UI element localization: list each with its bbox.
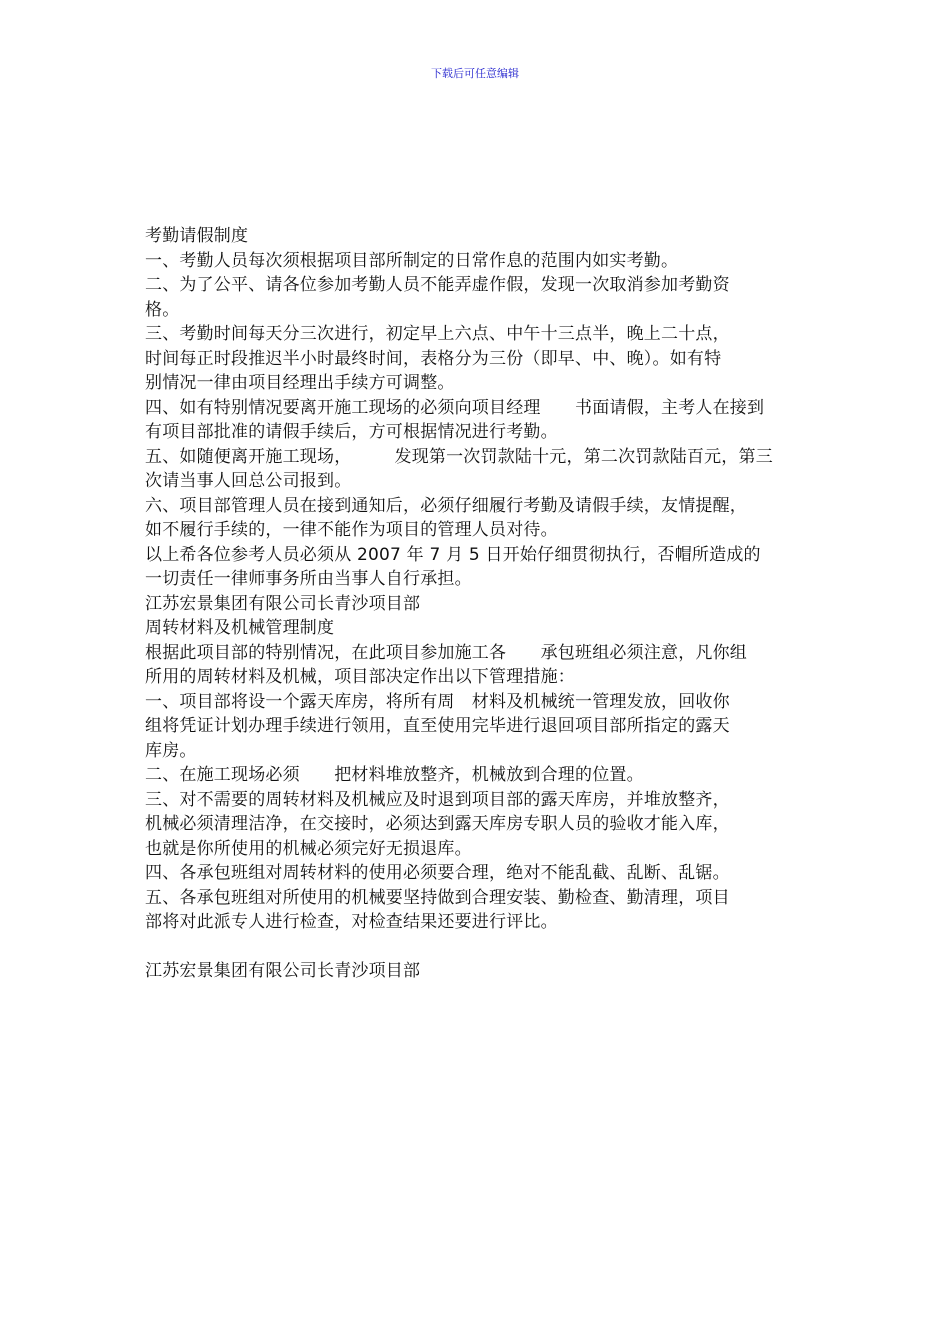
- text-line: 五、如随便离开施工现场， 发现第一次罚款陆十元，第二次罚款陆百元，第三: [145, 446, 773, 467]
- text-line: 有项目部批准的请假手续后，方可根据情况进行考勤。: [145, 422, 558, 442]
- text-line: 一、项目部将设一个露天库房，将所有周 材料及机械统一管理发放，回收你: [145, 691, 730, 712]
- text-line: 四、如有特别情况要离开施工现场的必须向项目经理 书面请假，主考人在接到: [145, 397, 765, 418]
- text-line: 三、考勤时间每天分三次进行，初定早上六点、中午十三点半，晚上二十点，: [145, 324, 730, 344]
- doc-title-attendance: 考勤请假制度: [145, 226, 249, 246]
- document-body: [145, 224, 817, 984]
- text-line: 二、在施工现场必须 把材料堆放整齐，机械放到合理的位置。: [145, 765, 644, 785]
- text-line: 所用的周转材料及机械，项目部决定作出以下管理措施：: [145, 667, 575, 687]
- text-line: 四、各承包班组对周转材料的使用必须要合理，绝对不能乱截、乱断、乱锯。: [145, 863, 730, 883]
- text-line: 机械必须清理洁净，在交接时，必须达到露天库房专职人员的验收才能入库，: [145, 814, 730, 834]
- signature-line: 江苏宏景集团有限公司长青沙项目部: [145, 961, 421, 981]
- signature-line: 江苏宏景集团有限公司长青沙项目部: [145, 593, 421, 614]
- text-line: 六、项目部管理人员在接到通知后，必须仔细履行考勤及请假手续，友情提醒，: [145, 495, 747, 516]
- download-note: 下载后可任意编辑: [431, 67, 519, 80]
- text-line: 一切责任一律师事务所由当事人自行承担。: [145, 569, 472, 589]
- text-line: 部将对此派专人进行检查，对检查结果还要进行评比。: [145, 912, 558, 932]
- text-line: 格。: [145, 299, 180, 320]
- text-line: 次请当事人回总公司报到。: [145, 471, 352, 491]
- text-line: 三、对不需要的周转材料及机械应及时退到项目部的露天库房，并堆放整齐，: [145, 789, 730, 810]
- text-line: 也就是你所使用的机械必须完好无损退库。: [145, 838, 472, 859]
- text-line: 五、各承包班组对所使用的机械要坚持做到合理安装、勤检查、勤清理，项目: [145, 887, 730, 908]
- text-line: 时间每正时段推迟半小时最终时间，表格分为三份（即早、中、晚）。如有特: [145, 348, 722, 369]
- text-line: 根据此项目部的特别情况，在此项目参加施工各 承包班组必须注意，凡你组: [145, 642, 747, 663]
- text-line: 别情况一律由项目经理出手续方可调整。: [145, 373, 455, 393]
- text-line: 以上希各位参考人员必须从 2007 年 7 月 5 日开始仔细贯彻执行，否帽所造成的: [145, 544, 761, 565]
- text-line: 库房。: [145, 740, 197, 761]
- text-line: 一、考勤人员每次须根据项目部所制定的日常作息的范围内如实考勤。: [145, 250, 679, 271]
- blank-line: [145, 935, 817, 960]
- text-line: 组将凭证计划办理手续进行领用，直至使用完毕进行退回项目部所指定的露天: [145, 716, 730, 736]
- text-line: 二、为了公平、请各位参加考勤人员不能弄虚作假，发现一次取消参加考勤资: [145, 275, 730, 295]
- doc-title-materials: 周转材料及机械管理制度: [145, 618, 335, 638]
- text-line: 如不履行手续的，一律不能作为项目的管理人员对待。: [145, 520, 558, 540]
